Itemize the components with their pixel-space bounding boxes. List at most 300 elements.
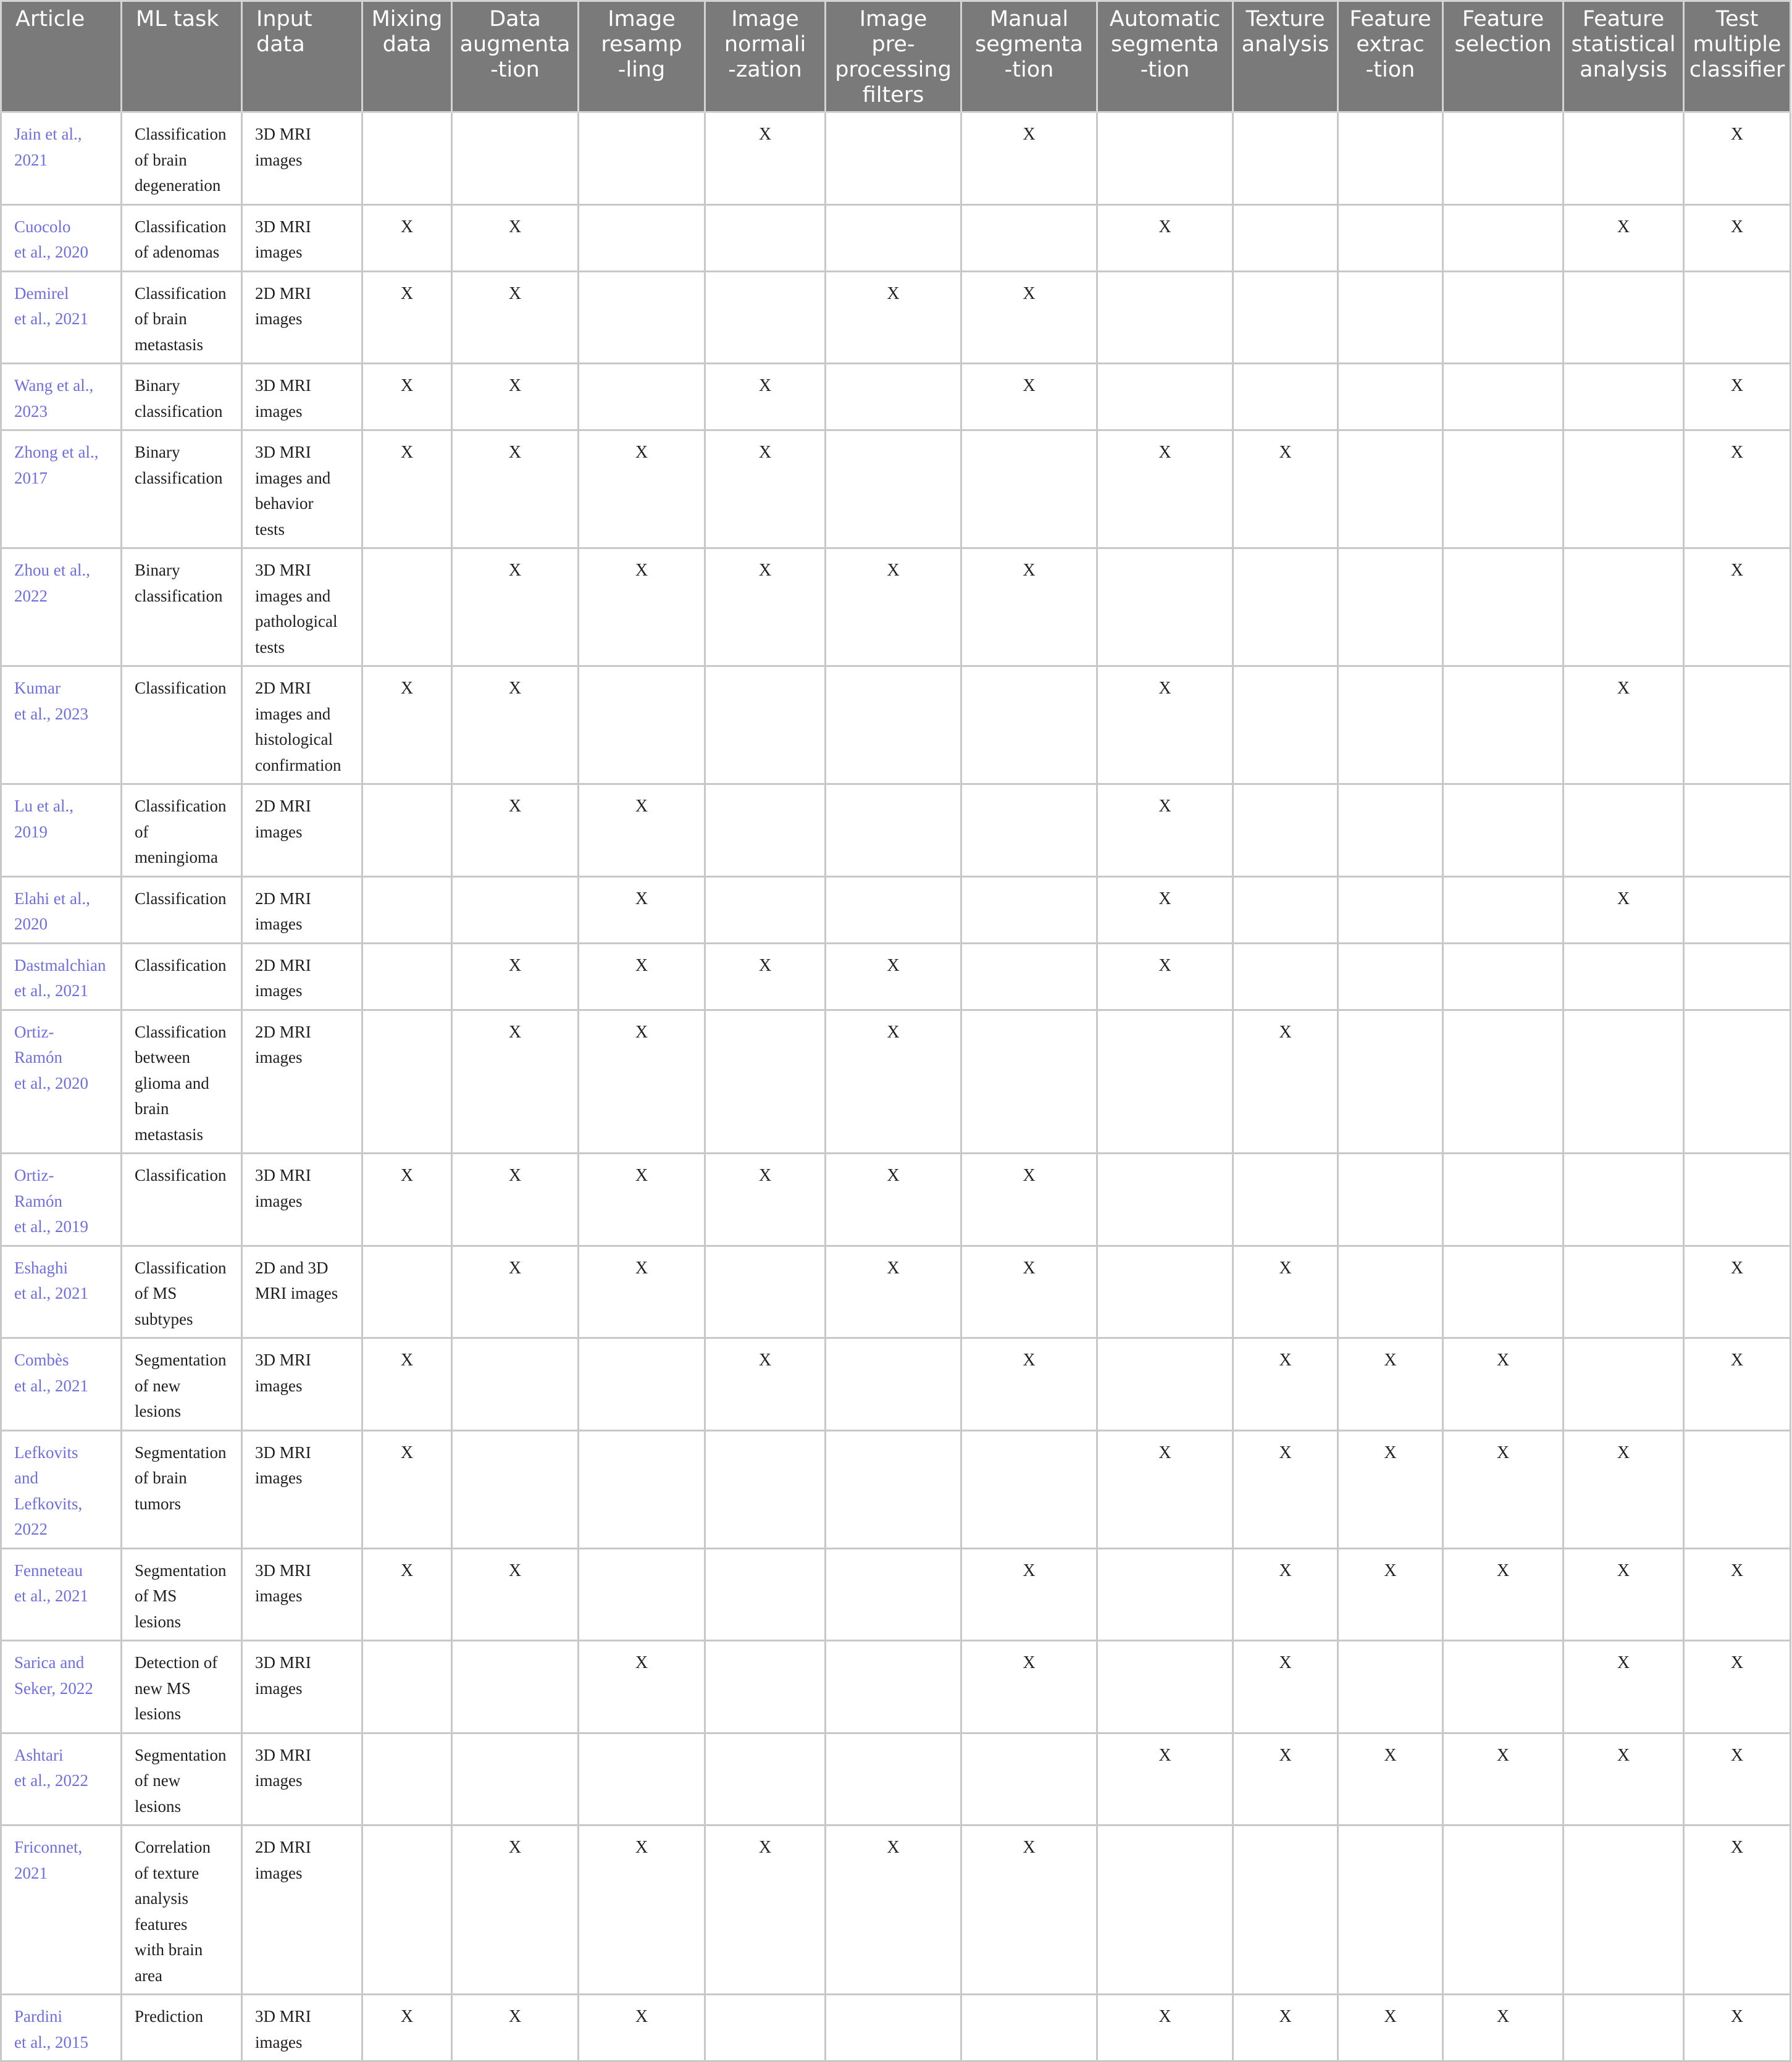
check-mark: X bbox=[1023, 376, 1036, 395]
cell-text-line: Wang et al., bbox=[14, 376, 94, 395]
check-mark: X bbox=[1023, 1653, 1036, 1672]
mark-cell-image-normalization bbox=[705, 1010, 826, 1154]
mark-cell-automatic-segmentation bbox=[1097, 1548, 1233, 1641]
cell-text-line: Zhou et al., bbox=[14, 561, 90, 579]
check-mark: X bbox=[635, 561, 648, 580]
column-header-image-normalization bbox=[705, 1, 826, 112]
cell-text-line: Cuocolo bbox=[14, 217, 71, 236]
check-mark: X bbox=[1496, 1351, 1510, 1370]
check-mark: X bbox=[887, 561, 900, 580]
mark-cell-image-resampling bbox=[579, 1246, 705, 1338]
cell-text-line: et al., 2022 bbox=[14, 1771, 88, 1790]
cell-text-line: segmenta bbox=[975, 32, 1083, 57]
input-data-cell bbox=[242, 1010, 362, 1154]
mark-cell-feature-statistical-analysis bbox=[1564, 548, 1684, 666]
check-mark: X bbox=[1617, 1653, 1630, 1672]
cell-text-line: Ortiz- bbox=[14, 1166, 54, 1184]
check-mark: X bbox=[758, 1351, 772, 1370]
cell-text-line: of brain bbox=[135, 309, 187, 328]
cell-text-line: images bbox=[255, 1863, 303, 1882]
check-mark: X bbox=[1496, 2007, 1510, 2026]
cell-text-line: 3D MRI bbox=[255, 217, 311, 236]
cell-text-line: images bbox=[255, 1376, 303, 1395]
cell-text-line: Combès bbox=[14, 1351, 69, 1369]
input-data-cell bbox=[242, 204, 362, 271]
cell-text-line: Ashtari bbox=[14, 1745, 64, 1764]
mark-cell-feature-extraction bbox=[1338, 1338, 1443, 1431]
cell-text-line: of bbox=[135, 822, 149, 841]
mark-cell-automatic-segmentation bbox=[1097, 1995, 1233, 2061]
column-header-manual-segmentation bbox=[961, 1, 1097, 112]
cell-text-line: 2022 bbox=[14, 586, 48, 605]
cell-text-line: pre- bbox=[871, 32, 915, 57]
cell-text-line: 2021 bbox=[14, 150, 48, 169]
mark-cell-image-normalization bbox=[705, 666, 826, 784]
check-mark: X bbox=[1158, 1443, 1171, 1462]
cell-text-line: images bbox=[255, 1679, 303, 1698]
cell-text-line: of texture bbox=[135, 1863, 199, 1882]
mark-cell-feature-statistical-analysis bbox=[1564, 1246, 1684, 1338]
check-mark: X bbox=[887, 283, 900, 303]
check-mark: X bbox=[1279, 2007, 1292, 2026]
check-mark: X bbox=[635, 1166, 648, 1185]
mark-cell-automatic-segmentation bbox=[1097, 1641, 1233, 1733]
column-header-test-multiple-classifier bbox=[1684, 1, 1791, 112]
ml-task-cell bbox=[122, 1641, 242, 1733]
mark-cell-test-multiple-classifier bbox=[1684, 784, 1791, 877]
check-mark: X bbox=[1023, 1258, 1036, 1278]
mark-cell-feature-selection bbox=[1443, 666, 1564, 784]
cell-text-line: lesions bbox=[135, 1402, 182, 1420]
mark-cell-image-resampling bbox=[579, 1641, 705, 1733]
article-citation-link[interactable] bbox=[1, 784, 122, 877]
mark-cell-mixing-data bbox=[362, 1430, 452, 1548]
input-data-cell bbox=[242, 430, 362, 548]
mark-cell-image-resampling bbox=[579, 364, 705, 430]
mark-cell-feature-statistical-analysis bbox=[1564, 271, 1684, 364]
cell-text-line: 2022 bbox=[14, 1520, 48, 1538]
cell-text-line: 3D MRI bbox=[255, 1561, 311, 1580]
ml-task-cell bbox=[122, 1995, 242, 2061]
mark-cell-feature-statistical-analysis bbox=[1564, 1430, 1684, 1548]
check-mark: X bbox=[400, 217, 414, 237]
mark-cell-image-normalization bbox=[705, 271, 826, 364]
cell-text-line: Classification bbox=[135, 125, 227, 143]
input-data-cell bbox=[242, 1733, 362, 1825]
mark-cell-image-pre-processing-filters bbox=[826, 943, 961, 1010]
article-citation-link[interactable] bbox=[1, 943, 122, 1010]
mark-cell-test-multiple-classifier bbox=[1684, 876, 1791, 943]
check-mark: X bbox=[400, 1166, 414, 1185]
column-header-ml-task bbox=[122, 1, 242, 112]
check-mark: X bbox=[1279, 1022, 1292, 1042]
table-row bbox=[1, 1733, 1791, 1825]
cell-text-line: 2D and 3D bbox=[255, 1258, 329, 1277]
article-citation-link[interactable] bbox=[1, 666, 122, 784]
cell-text-line: Lefkovits bbox=[14, 1443, 78, 1462]
mark-cell-feature-selection bbox=[1443, 364, 1564, 430]
input-data-cell bbox=[242, 876, 362, 943]
article-citation-link[interactable] bbox=[1, 1246, 122, 1338]
mark-cell-texture-analysis bbox=[1233, 784, 1338, 877]
cell-text-line: images bbox=[255, 822, 303, 841]
cell-text-line: Feature bbox=[1462, 7, 1544, 31]
check-mark: X bbox=[508, 1258, 522, 1278]
article-citation-link[interactable] bbox=[1, 1154, 122, 1246]
cell-text-line: Classification bbox=[135, 797, 227, 815]
mark-cell-automatic-segmentation bbox=[1097, 876, 1233, 943]
input-data-cell bbox=[242, 364, 362, 430]
mark-cell-automatic-segmentation bbox=[1097, 666, 1233, 784]
check-mark: X bbox=[1730, 125, 1744, 144]
mark-cell-feature-extraction bbox=[1338, 430, 1443, 548]
article-citation-link[interactable] bbox=[1, 1641, 122, 1733]
cell-text-line: of adenomas bbox=[135, 243, 220, 261]
cell-text-line: images bbox=[255, 243, 303, 261]
mark-cell-data-augmentation bbox=[452, 943, 579, 1010]
cell-text-line: of MS bbox=[135, 1586, 177, 1605]
input-data-cell bbox=[242, 1338, 362, 1431]
mark-cell-texture-analysis bbox=[1233, 271, 1338, 364]
mark-cell-image-resampling bbox=[579, 1733, 705, 1825]
cell-text-line: 3D MRI bbox=[255, 1443, 311, 1462]
mark-cell-automatic-segmentation bbox=[1097, 1430, 1233, 1548]
article-citation-link[interactable] bbox=[1, 364, 122, 430]
column-header-texture-analysis bbox=[1233, 1, 1338, 112]
cell-text-line: features bbox=[135, 1914, 188, 1934]
mark-cell-image-pre-processing-filters bbox=[826, 548, 961, 666]
mark-cell-test-multiple-classifier bbox=[1684, 666, 1791, 784]
mark-cell-test-multiple-classifier bbox=[1684, 112, 1791, 205]
mark-cell-data-augmentation bbox=[452, 1733, 579, 1825]
cell-text-line: Correlation bbox=[135, 1838, 211, 1856]
ml-task-cell bbox=[122, 1010, 242, 1154]
cell-text-line: of brain bbox=[135, 1469, 187, 1487]
mark-cell-manual-segmentation bbox=[961, 1733, 1097, 1825]
mark-cell-image-resampling bbox=[579, 1338, 705, 1431]
cell-text-line: Manual bbox=[989, 7, 1069, 31]
article-citation-link[interactable] bbox=[1, 1733, 122, 1825]
cell-text-line: Jain et al., bbox=[14, 125, 82, 143]
check-mark: X bbox=[508, 679, 522, 698]
article-citation-link[interactable] bbox=[1, 1338, 122, 1431]
cell-text-line: MRI images bbox=[255, 1284, 338, 1302]
check-mark: X bbox=[1730, 1258, 1744, 1278]
mark-cell-texture-analysis bbox=[1233, 548, 1338, 666]
cell-text-line: Elahi et al., bbox=[14, 889, 90, 908]
mark-cell-feature-extraction bbox=[1338, 943, 1443, 1010]
mark-cell-feature-extraction bbox=[1338, 876, 1443, 943]
mark-cell-feature-statistical-analysis bbox=[1564, 1338, 1684, 1431]
ml-task-cell bbox=[122, 112, 242, 205]
check-mark: X bbox=[508, 283, 522, 303]
table-header bbox=[1, 1, 1791, 112]
mark-cell-automatic-segmentation bbox=[1097, 784, 1233, 877]
mark-cell-mixing-data bbox=[362, 548, 452, 666]
mark-cell-image-pre-processing-filters bbox=[826, 112, 961, 205]
cell-text-line: Classification bbox=[135, 955, 227, 974]
cell-text-line: Binary bbox=[135, 376, 180, 395]
mark-cell-feature-extraction bbox=[1338, 1430, 1443, 1548]
ml-task-cell bbox=[122, 271, 242, 364]
mark-cell-mixing-data bbox=[362, 271, 452, 364]
ml-task-cell bbox=[122, 1733, 242, 1825]
mark-cell-image-resampling bbox=[579, 548, 705, 666]
cell-text-line: extrac bbox=[1356, 32, 1425, 57]
check-mark: X bbox=[1158, 679, 1171, 698]
cell-text-line: Sarica and bbox=[14, 1653, 85, 1672]
table-row bbox=[1, 430, 1791, 548]
table-row bbox=[1, 204, 1791, 271]
input-data-cell bbox=[242, 666, 362, 784]
mark-cell-manual-segmentation bbox=[961, 784, 1097, 877]
article-citation-link[interactable] bbox=[1, 548, 122, 666]
check-mark: X bbox=[1617, 1561, 1630, 1580]
ml-task-cell bbox=[122, 430, 242, 548]
check-mark: X bbox=[1279, 1258, 1292, 1278]
mark-cell-image-normalization bbox=[705, 1154, 826, 1246]
cell-text-line: classification bbox=[135, 586, 223, 605]
cell-text-line: Texture bbox=[1246, 7, 1325, 31]
mark-cell-manual-segmentation bbox=[961, 430, 1097, 548]
mark-cell-image-resampling bbox=[579, 112, 705, 205]
table-row bbox=[1, 364, 1791, 430]
mark-cell-manual-segmentation bbox=[961, 1246, 1097, 1338]
mark-cell-mixing-data bbox=[362, 784, 452, 877]
article-citation-link[interactable] bbox=[1, 112, 122, 205]
cell-text-line: meningioma bbox=[135, 848, 218, 866]
cell-text-line: subtypes bbox=[135, 1309, 193, 1328]
mark-cell-feature-statistical-analysis bbox=[1564, 1154, 1684, 1246]
mark-cell-feature-statistical-analysis bbox=[1564, 430, 1684, 548]
check-mark: X bbox=[1279, 1351, 1292, 1370]
cell-text-line: -ling bbox=[618, 57, 666, 82]
cell-text-line: et al., 2020 bbox=[14, 243, 88, 261]
ml-task-cell bbox=[122, 943, 242, 1010]
mark-cell-feature-extraction bbox=[1338, 784, 1443, 877]
check-mark: X bbox=[1617, 679, 1630, 698]
column-header-mixing-data bbox=[362, 1, 452, 112]
cell-text-line: Data bbox=[489, 7, 541, 31]
mark-cell-image-resampling bbox=[579, 1548, 705, 1641]
check-mark: X bbox=[400, 443, 414, 462]
input-data-cell bbox=[242, 1995, 362, 2061]
cell-text-line: 3D MRI bbox=[255, 561, 311, 579]
ml-task-cell bbox=[122, 1246, 242, 1338]
cell-text-line: Segmentation bbox=[135, 1443, 227, 1462]
check-mark: X bbox=[508, 1561, 522, 1580]
article-citation-link[interactable] bbox=[1, 1825, 122, 1995]
input-data-cell bbox=[242, 271, 362, 364]
mark-cell-image-normalization bbox=[705, 1430, 826, 1548]
article-citation-link[interactable] bbox=[1, 1010, 122, 1154]
check-mark: X bbox=[635, 1258, 648, 1278]
cell-text-line: et al., 2021 bbox=[14, 981, 88, 1000]
cell-text-line: Classification bbox=[135, 283, 227, 303]
table-row bbox=[1, 1548, 1791, 1641]
mark-cell-manual-segmentation bbox=[961, 666, 1097, 784]
check-mark: X bbox=[1158, 443, 1171, 462]
article-citation-link[interactable] bbox=[1, 430, 122, 548]
mark-cell-feature-selection bbox=[1443, 1995, 1564, 2061]
check-mark: X bbox=[1279, 1561, 1292, 1580]
mark-cell-data-augmentation bbox=[452, 1430, 579, 1548]
mark-cell-texture-analysis bbox=[1233, 204, 1338, 271]
check-mark: X bbox=[1496, 1561, 1510, 1580]
check-mark: X bbox=[758, 125, 772, 144]
mark-cell-image-normalization bbox=[705, 876, 826, 943]
mark-cell-image-normalization bbox=[705, 784, 826, 877]
mark-cell-manual-segmentation bbox=[961, 1995, 1097, 2061]
check-mark: X bbox=[887, 1166, 900, 1185]
mark-cell-texture-analysis bbox=[1233, 1641, 1338, 1733]
mark-cell-manual-segmentation bbox=[961, 204, 1097, 271]
mark-cell-image-normalization bbox=[705, 1338, 826, 1431]
mark-cell-image-pre-processing-filters bbox=[826, 1733, 961, 1825]
check-mark: X bbox=[1158, 1745, 1171, 1765]
cell-text-line: and bbox=[14, 1469, 38, 1487]
mark-cell-image-resampling bbox=[579, 666, 705, 784]
mark-cell-feature-extraction bbox=[1338, 112, 1443, 205]
check-mark: X bbox=[508, 443, 522, 462]
cell-text-line: Test bbox=[1715, 7, 1759, 31]
mark-cell-feature-extraction bbox=[1338, 1010, 1443, 1154]
mark-cell-image-normalization bbox=[705, 430, 826, 548]
mark-cell-texture-analysis bbox=[1233, 1010, 1338, 1154]
cell-text-line: Kumar bbox=[14, 679, 61, 697]
cell-text-line: between bbox=[135, 1048, 190, 1067]
cell-text-line: Lefkovits, bbox=[14, 1494, 83, 1513]
check-mark: X bbox=[400, 376, 414, 395]
mark-cell-mixing-data bbox=[362, 666, 452, 784]
cell-text-line: Image bbox=[608, 7, 676, 31]
mark-cell-texture-analysis bbox=[1233, 1154, 1338, 1246]
cell-text-line: Zhong et al., bbox=[14, 443, 99, 461]
column-header-feature-selection bbox=[1443, 1, 1564, 112]
mark-cell-feature-selection bbox=[1443, 1338, 1564, 1431]
ml-task-cell bbox=[122, 1825, 242, 1995]
mark-cell-test-multiple-classifier bbox=[1684, 548, 1791, 666]
check-mark: X bbox=[400, 2007, 414, 2026]
cell-text-line: lesions bbox=[135, 1612, 182, 1631]
mark-cell-image-resampling bbox=[579, 1825, 705, 1995]
column-header-automatic-segmentation bbox=[1097, 1, 1233, 112]
article-citation-link[interactable] bbox=[1, 204, 122, 271]
check-mark: X bbox=[1384, 1745, 1397, 1765]
cell-text-line: Pardini bbox=[14, 2007, 62, 2026]
mark-cell-image-resampling bbox=[579, 430, 705, 548]
header-row bbox=[1, 1, 1791, 112]
mark-cell-automatic-segmentation bbox=[1097, 1825, 1233, 1995]
mark-cell-manual-segmentation bbox=[961, 1548, 1097, 1641]
cell-text-line: images bbox=[255, 1586, 303, 1605]
mark-cell-automatic-segmentation bbox=[1097, 1246, 1233, 1338]
mark-cell-mixing-data bbox=[362, 1825, 452, 1995]
mark-cell-test-multiple-classifier bbox=[1684, 1154, 1791, 1246]
check-mark: X bbox=[508, 955, 522, 975]
cell-text-line: 2D MRI bbox=[255, 955, 311, 974]
cell-text-line: 3D MRI bbox=[255, 1351, 311, 1369]
check-mark: X bbox=[1023, 561, 1036, 580]
cell-text-line: 2D MRI bbox=[255, 1838, 311, 1856]
cell-text-line: lesions bbox=[135, 1796, 182, 1816]
mark-cell-image-resampling bbox=[579, 1430, 705, 1548]
input-data-cell bbox=[242, 784, 362, 877]
mark-cell-image-pre-processing-filters bbox=[826, 1995, 961, 2061]
cell-text-line: -zation bbox=[728, 57, 802, 82]
mark-cell-data-augmentation bbox=[452, 1010, 579, 1154]
mark-cell-feature-extraction bbox=[1338, 1154, 1443, 1246]
mark-cell-manual-segmentation bbox=[961, 548, 1097, 666]
mark-cell-texture-analysis bbox=[1233, 1246, 1338, 1338]
check-mark: X bbox=[1617, 889, 1630, 908]
check-mark: X bbox=[758, 561, 772, 580]
article-citation-link[interactable] bbox=[1, 1548, 122, 1641]
table-row bbox=[1, 1825, 1791, 1995]
column-header-input-data bbox=[242, 1, 362, 112]
cell-text-line: et al., 2021 bbox=[14, 1376, 88, 1395]
article-citation-link[interactable] bbox=[1, 876, 122, 943]
mark-cell-manual-segmentation bbox=[961, 1338, 1097, 1431]
mark-cell-feature-selection bbox=[1443, 876, 1564, 943]
mark-cell-data-augmentation bbox=[452, 1154, 579, 1246]
mark-cell-image-normalization bbox=[705, 1641, 826, 1733]
mark-cell-image-pre-processing-filters bbox=[826, 784, 961, 877]
mark-cell-feature-statistical-analysis bbox=[1564, 112, 1684, 205]
article-citation-link[interactable] bbox=[1, 1995, 122, 2061]
cell-text-line: tests bbox=[255, 519, 285, 539]
cell-text-line: segmenta bbox=[1111, 32, 1219, 57]
input-data-cell bbox=[242, 1430, 362, 1548]
cell-text-line: Fenneteau bbox=[14, 1561, 83, 1580]
mark-cell-automatic-segmentation bbox=[1097, 364, 1233, 430]
mark-cell-feature-selection bbox=[1443, 1010, 1564, 1154]
check-mark: X bbox=[635, 889, 648, 908]
mark-cell-manual-segmentation bbox=[961, 1430, 1097, 1548]
ml-task-cell bbox=[122, 548, 242, 666]
cell-text-line: images bbox=[255, 1771, 303, 1790]
mark-cell-mixing-data bbox=[362, 364, 452, 430]
mark-cell-manual-segmentation bbox=[961, 271, 1097, 364]
cell-text-line: filters bbox=[862, 83, 924, 107]
mark-cell-automatic-segmentation bbox=[1097, 271, 1233, 364]
mark-cell-mixing-data bbox=[362, 1641, 452, 1733]
mark-cell-image-normalization bbox=[705, 1825, 826, 1995]
mark-cell-image-normalization bbox=[705, 204, 826, 271]
mark-cell-test-multiple-classifier bbox=[1684, 1548, 1791, 1641]
article-citation-link[interactable] bbox=[1, 1430, 122, 1548]
mark-cell-mixing-data bbox=[362, 1154, 452, 1246]
check-mark: X bbox=[400, 1561, 414, 1580]
cell-text-line: Classification bbox=[135, 889, 227, 908]
cell-text-line: Lu et al., bbox=[14, 797, 73, 815]
cell-text-line: Classification bbox=[135, 679, 227, 697]
mark-cell-data-augmentation bbox=[452, 548, 579, 666]
check-mark: X bbox=[887, 1258, 900, 1278]
check-mark: X bbox=[635, 2007, 648, 2026]
cell-text-line: area bbox=[135, 1966, 162, 1985]
article-citation-link[interactable] bbox=[1, 271, 122, 364]
cell-text-line: 2019 bbox=[14, 822, 48, 841]
mark-cell-data-augmentation bbox=[452, 1338, 579, 1431]
mark-cell-manual-segmentation bbox=[961, 876, 1097, 943]
check-mark: X bbox=[1384, 1443, 1397, 1462]
input-data-cell bbox=[242, 943, 362, 1010]
mark-cell-feature-selection bbox=[1443, 548, 1564, 666]
column-header-feature-extraction bbox=[1338, 1, 1443, 112]
check-mark: X bbox=[508, 797, 522, 816]
mark-cell-mixing-data bbox=[362, 204, 452, 271]
